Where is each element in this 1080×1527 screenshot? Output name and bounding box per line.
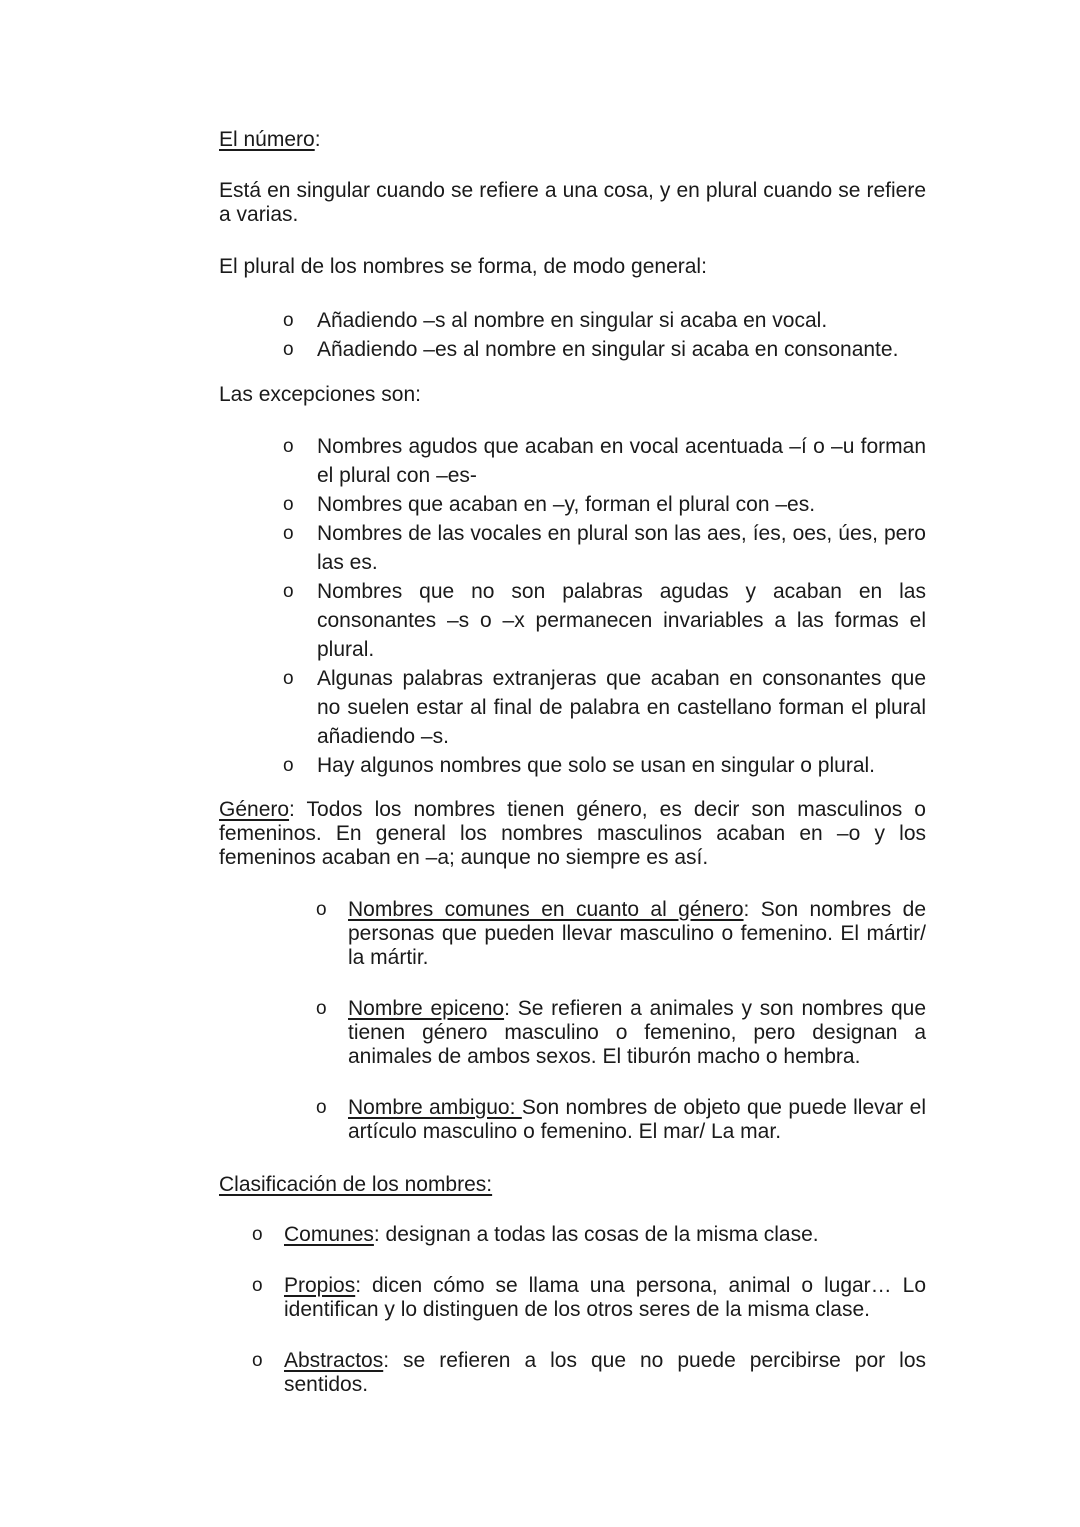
numero-heading-text: El número: [219, 128, 315, 151]
bullet-icon: o: [283, 436, 294, 457]
bullet-icon: o: [283, 310, 294, 331]
list-item: o Hay algunos nombres que solo se usan en singular o plural.: [317, 751, 926, 780]
term: Nombres comunes en cuanto al género: [348, 898, 744, 921]
term: Propios: [284, 1274, 356, 1297]
exceptions-list: [283, 432, 926, 780]
bullet-icon: o: [252, 1224, 263, 1245]
genero-paragraph: [219, 798, 926, 870]
term: Nombre ambiguo:: [348, 1096, 522, 1119]
genero-list: [316, 898, 927, 1171]
genero-text: : Todos los nombres tienen género, es decir son masculinos o femeninos. En general los nombres masculinos acaban en –o y los femeninos acaban en –a; aunque no siempre es así.: [219, 798, 926, 869]
numero-heading-suffix: :: [314, 128, 321, 151]
list-item: o Propios: dicen cómo se llama una persona, animal o lugar… Lo identifican y lo distinguen de los otros seres de la misma clase.: [252, 1274, 926, 1321]
list-item: o Añadiendo –es al nombre en singular si acaba en consonante.: [317, 335, 926, 364]
clasificacion-list: [252, 1223, 926, 1424]
list-item: o Algunas palabras extranjeras que acaban en consonantes que no suelen estar al final de palabra en castellano forman el plural añadiendo –s.: [317, 664, 926, 751]
list-item: o Nombre epiceno: Se refieren a animales y son nombres que tienen género masculino o femenino, pero designan a animales de ambos sexos. El tiburón macho o hembra.: [316, 997, 927, 1068]
bullet-icon: o: [283, 581, 294, 602]
list-item: o Nombres comunes en cuanto al género: Son nombres de personas que pueden llevar masculino o femenino. El mártir/ la mártir.: [316, 898, 927, 969]
plural-rules-list: [283, 306, 926, 364]
list-item: o Nombres que acaban en –y, forman el plural con –es.: [317, 490, 926, 519]
bullet-icon: o: [283, 523, 294, 544]
genero-heading: Género: [219, 798, 290, 821]
bullet-icon: o: [316, 998, 327, 1019]
bullet-icon: o: [316, 899, 327, 920]
exceptions-intro: Las excepciones son:: [219, 383, 421, 406]
term: Nombre epiceno: [348, 997, 505, 1020]
list-item: o Nombres de las vocales en plural son las aes, íes, oes, úes, pero las es.: [317, 519, 926, 577]
bullet-icon: o: [283, 755, 294, 776]
list-item: o Nombres agudos que acaban en vocal acentuada –í o –u forman el plural con –es-: [317, 432, 926, 490]
numero-intro: Está en singular cuando se refiere a una cosa, y en plural cuando se refiere a varias.: [219, 179, 926, 226]
bullet-icon: o: [283, 668, 294, 689]
list-item: o Comunes: designan a todas las cosas de la misma clase.: [252, 1223, 819, 1246]
list-item: o Nombres que no son palabras agudas y acaban en las consonantes –s o –x permanecen invariables a las formas el plural.: [317, 577, 926, 664]
numero-heading: [219, 128, 926, 152]
list-item: o Abstractos: se refieren a los que no puede percibirse por los sentidos.: [252, 1349, 926, 1396]
bullet-icon: o: [283, 339, 294, 360]
list-item: o Añadiendo –s al nombre en singular si acaba en vocal.: [317, 306, 926, 335]
term: Abstractos: [284, 1349, 384, 1372]
term: Comunes: [284, 1223, 374, 1246]
bullet-icon: o: [252, 1350, 263, 1371]
plural-intro: El plural de los nombres se forma, de modo general:: [219, 255, 707, 278]
list-item: o Nombre ambiguo: Son nombres de objeto que puede llevar el artículo masculino o femenino. El mar/ La mar.: [316, 1096, 927, 1143]
bullet-icon: o: [316, 1097, 327, 1118]
bullet-icon: o: [252, 1275, 263, 1296]
clasificacion-heading: Clasificación de los nombres:: [219, 1173, 493, 1196]
bullet-icon: o: [283, 494, 294, 515]
